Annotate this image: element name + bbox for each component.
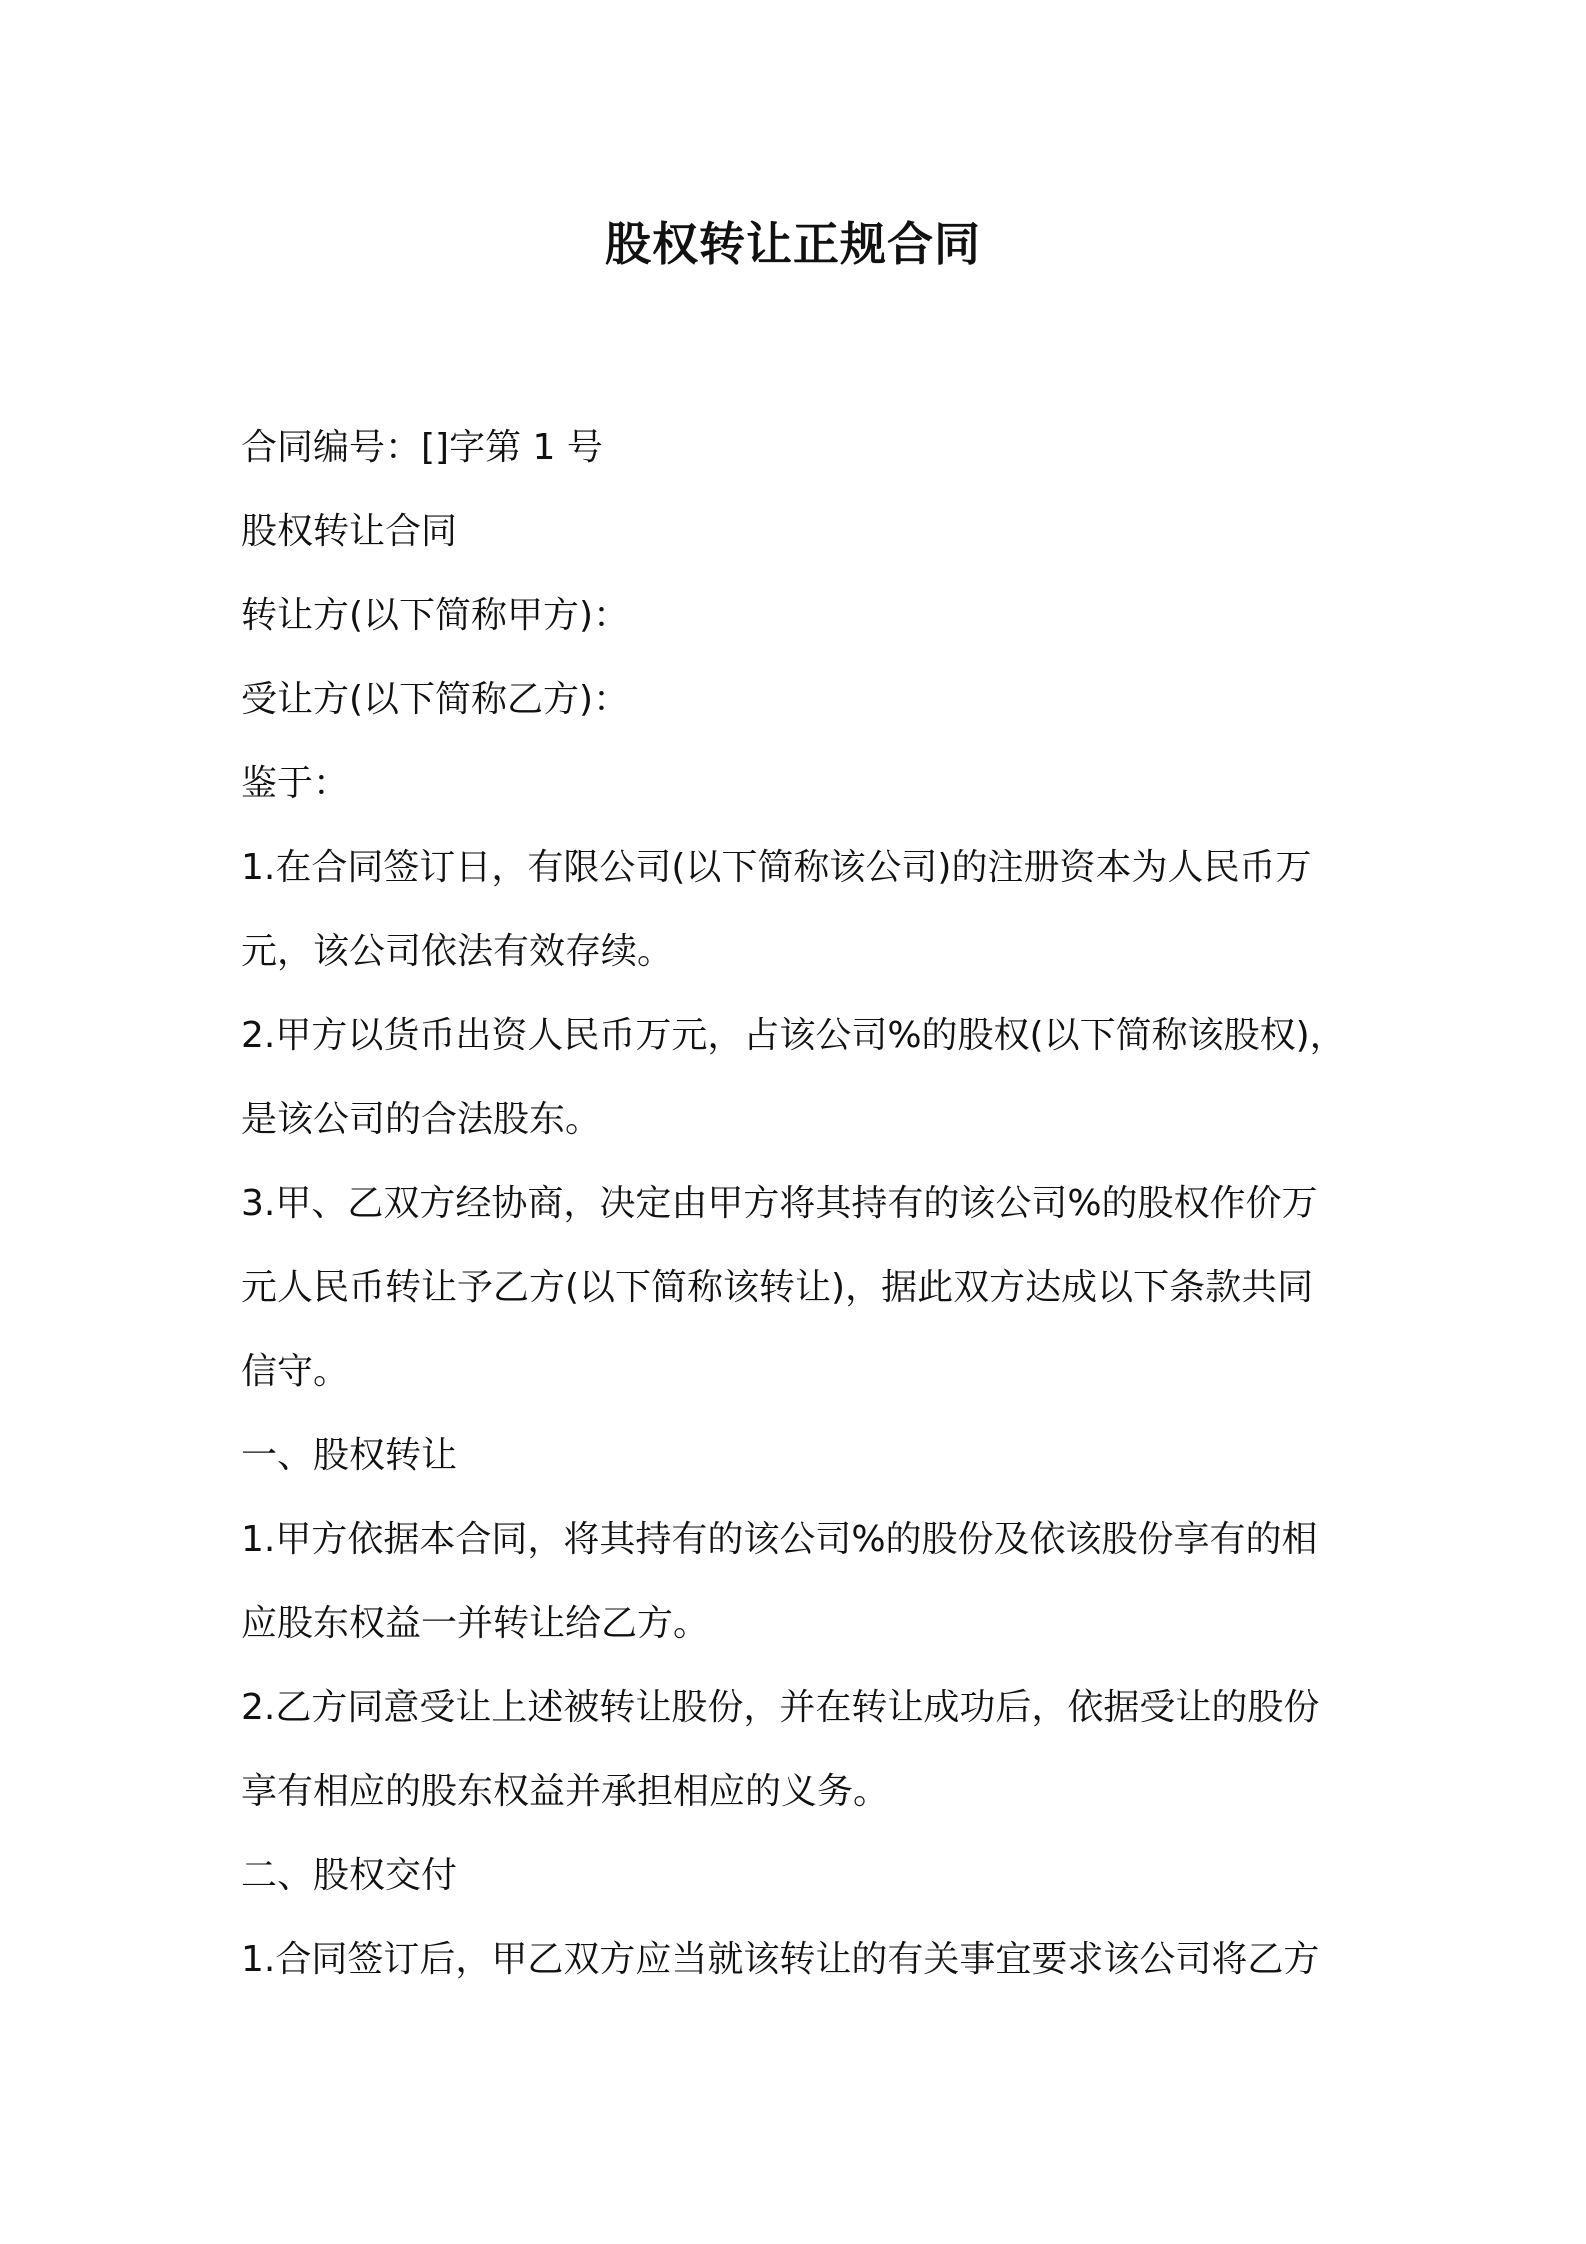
paragraph-line: 享有相应的股东权益并承担相应的义务。 — [241, 1771, 890, 1812]
paragraph-line: 1.合同签订后，甲乙双方应当就该转让的有关事宜要求该公司将乙方 — [241, 1939, 1320, 1980]
document-body — [241, 406, 1361, 2002]
transferee-line: 受让方(以下简称乙方)： — [241, 679, 630, 720]
paragraph-line: 信守。 — [241, 1351, 350, 1392]
whereas-heading: 鉴于： — [241, 763, 350, 804]
paragraph-line: 是该公司的合法股东。 — [241, 1099, 602, 1140]
paragraph-line: 1.在合同签订日，有限公司(以下简称该公司)的注册资本为人民币万 — [241, 847, 1312, 888]
document-title: 股权转让正规合同 — [605, 217, 981, 271]
paragraph-line: 元人民币转让予乙方(以下简称该转让)，据此双方达成以下条款共同 — [241, 1267, 1314, 1308]
section-heading-equity-delivery: 二、股权交付 — [241, 1855, 458, 1896]
contract-subtitle: 股权转让合同 — [241, 511, 458, 552]
contract-number-line: 合同编号：[]字第 1 号 — [241, 427, 603, 468]
section-heading-equity-transfer: 一、股权转让 — [241, 1435, 458, 1476]
paragraph-line: 元，该公司依法有效存续。 — [241, 931, 674, 972]
paragraph-line: 应股东权益一并转让给乙方。 — [241, 1603, 710, 1644]
paragraph-line: 1.甲方依据本合同，将其持有的该公司%的股份及依该股份享有的相 — [241, 1519, 1318, 1560]
paragraph-line: 2.乙方同意受让上述被转让股份，并在转让成功后，依据受让的股份 — [241, 1687, 1320, 1728]
paragraph-line: 3.甲、乙双方经协商，决定由甲方将其持有的该公司%的股权作价万 — [241, 1183, 1318, 1224]
paragraph-line: 2.甲方以货币出资人民币万元，占该公司%的股权(以下简称该股权)， — [241, 1015, 1346, 1056]
transferor-line: 转让方(以下简称甲方)： — [241, 595, 630, 636]
